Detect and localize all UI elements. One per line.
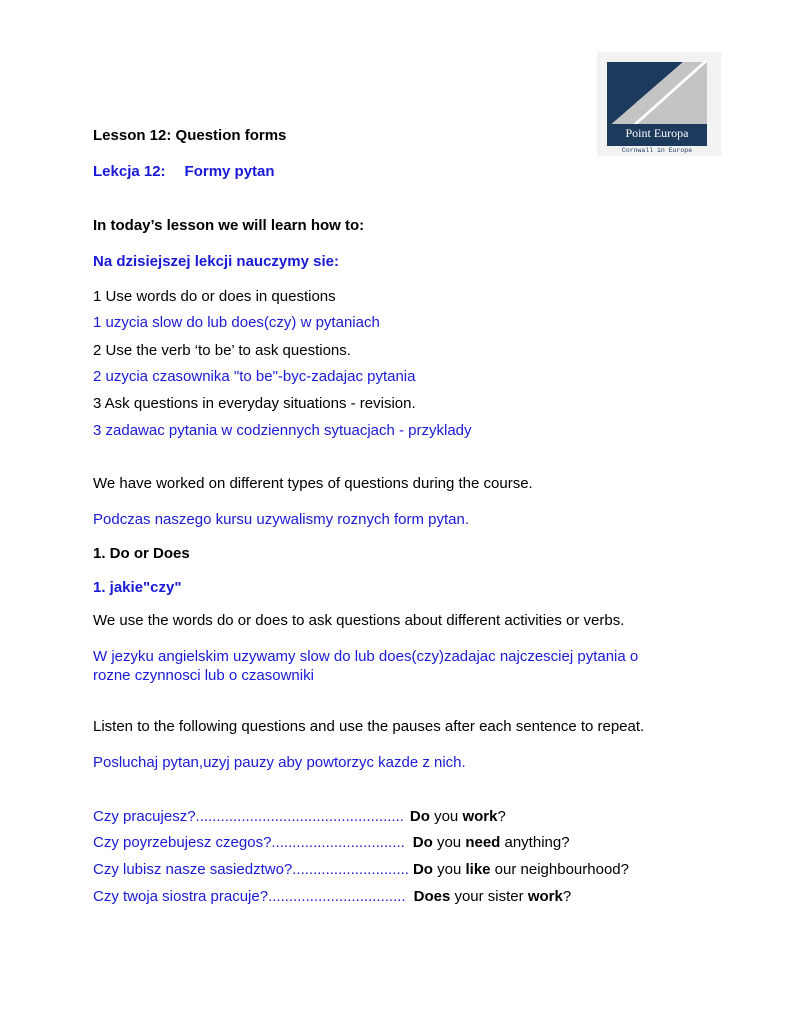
- lesson-title-polish-number: Lekcja 12:: [93, 163, 166, 180]
- example-verb: like: [465, 861, 491, 878]
- lesson-title: Lesson 12: Question forms: [93, 127, 287, 144]
- listen-text-polish: Posluchaj pytan,uzyj pauzy aby powtorzyc kazde z nich.: [93, 754, 466, 771]
- example-rest: our neighbourhood?: [490, 861, 629, 878]
- example-verb: need: [465, 834, 501, 851]
- example-mid: you: [432, 834, 466, 851]
- usage-text-polish: W jezyku angielskim uzywamy slow do lub does(czy)zadajac najczesciej pytania o rozne czynnosci lub o czasowniki: [93, 648, 639, 684]
- section-heading: 1. Do or Does: [93, 545, 190, 562]
- example-row: [93, 834, 570, 852]
- example-mid: your sister: [450, 888, 528, 905]
- lesson-title-polish: [93, 163, 275, 181]
- example-mid: you: [432, 861, 466, 878]
- example-mid: you: [429, 808, 463, 825]
- objective-2: 2 Use the verb ‘to be’ to ask questions.: [93, 342, 351, 359]
- objective-1: 1 Use words do or does in questions: [93, 288, 336, 305]
- example-polish: Czy twoja siostra pracuje?.................................: [93, 888, 406, 905]
- section-heading-polish: 1. jakie"czy": [93, 579, 182, 596]
- example-verb: work: [462, 808, 498, 825]
- example-aux: Does: [413, 888, 451, 905]
- example-aux: Do: [412, 834, 433, 851]
- objective-1-polish: 1 uzycia slow do lub does(czy) w pytaniach: [93, 314, 380, 331]
- example-row: [93, 861, 629, 879]
- listen-text: Listen to the following questions and use the pauses after each sentence to repeat.: [93, 718, 645, 735]
- example-verb: work: [527, 888, 563, 905]
- example-polish: Czy poyrzebujesz czegos?................................: [93, 834, 405, 851]
- intro-heading-polish: Na dzisiejszej lekcji nauczymy sie:: [93, 253, 339, 270]
- example-rest: ?: [497, 808, 506, 825]
- example-row: [93, 888, 571, 906]
- worked-text-polish: Podczas naszego kursu uzywalismy roznych form pytan.: [93, 511, 469, 528]
- example-aux: Do: [412, 861, 433, 878]
- example-aux: Do: [409, 808, 430, 825]
- example-rest: ?: [562, 888, 572, 905]
- example-row: [93, 808, 506, 826]
- worked-text: We have worked on different types of questions during the course.: [93, 475, 533, 492]
- objective-3-polish: 3 zadawac pytania w codziennych sytuacjach - przyklady: [93, 422, 472, 439]
- example-polish: Czy pracujesz?..................................................: [93, 808, 404, 825]
- objective-3: 3 Ask questions in everyday situations - revision.: [93, 395, 416, 412]
- example-rest: anything?: [500, 834, 570, 851]
- objective-2-polish: 2 uzycia czasownika "to be"-byc-zadajac pytania: [93, 368, 416, 385]
- point-europa-logo: [597, 52, 721, 156]
- logo-subtitle: Cornwall in Europe: [621, 147, 693, 154]
- logo-graphic: [597, 52, 721, 156]
- intro-heading: In today’s lesson we will learn how to:: [93, 217, 365, 234]
- example-polish: Czy lubisz nasze sasiedztwo?............................: [93, 861, 409, 878]
- lesson-title-polish-text: Formy pytan: [184, 163, 275, 180]
- usage-text: We use the words do or does to ask questions about different activities or verbs.: [93, 612, 625, 629]
- logo-title: Point Europa: [625, 126, 689, 140]
